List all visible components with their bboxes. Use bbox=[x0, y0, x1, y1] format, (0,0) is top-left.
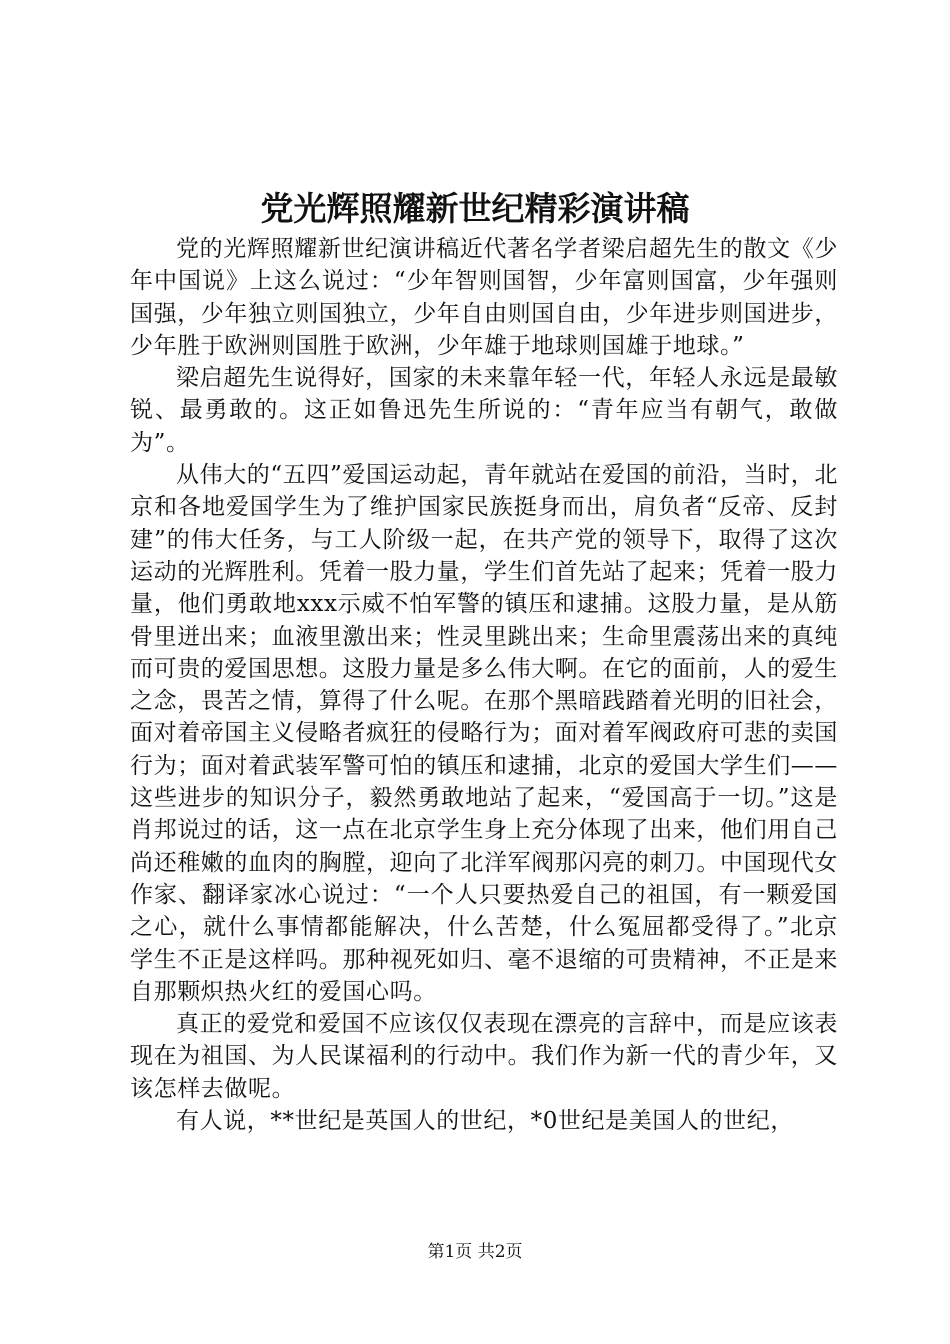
paragraph-3: 从伟大的“五四”爱国运动起，青年就站在爱国的前沿，当时，北京和各地爱国学生为了维护国家民族挺身而出，肩负者“反帝、反封建”的伟大任务，与工人阶级一起，在共产党的领导下，取得了这次运动的光辉胜利。凭着一股力量，学生们首先站了起来；凭着一股力量，他们勇敢地xxx示威不怕军警的镇压和逮捕。这股力量，是从筋骨里迸出来；血液里激出来；性灵里跳出来；生命里震荡出来的真纯而可贵的爱国思想。这股力量是多么伟大啊。在它的面前，人的爱生之念，畏苦之情，算得了什么呢。在那个黑暗践踏着光明的旧社会，面对着帝国主义侵略者疯狂的侵略行为；面对着军阀政府可悲的卖国行为；面对着武装军警可怕的镇压和逮捕，北京的爱国大学生们——这些进步的知识分子，毅然勇敢地站了起来，“爱国高于一切。”这是肖邦说过的话，这一点在北京学生身上充分体现了出来，他们用自己尚还稚嫩的血肉的胸膛，迎向了北洋军阀那闪亮的刺刀。中国现代女作家、翻译家冰心说过：“一个人只要热爱自己的祖国，有一颗爱国之心，就什么事情都能解决，什么苦楚，什么冤屈都受得了。”北京学生不正是这样吗。那种视死如归、毫不退缩的可贵精神，不正是来自那颗炽热火红的爱国心吗。 bbox=[130, 462, 838, 1005]
page-footer: 第1页 共2页 bbox=[427, 1242, 523, 1262]
document-body bbox=[130, 233, 838, 1137]
paragraph-1: 党的光辉照耀新世纪演讲稿近代著名学者梁启超先生的散文《少年中国说》上这么说过：“少年智则国智，少年富则国富，少年强则国强，少年独立则国独立，少年自由则国自由，少年进步则国进步，少年胜于欧洲则国胜于欧洲，少年雄于地球则国雄于地球。” bbox=[130, 236, 838, 359]
paragraph-4: 真正的爱党和爱国不应该仅仅表现在漂亮的言辞中，而是应该表现在为祖国、为人民谋福利的行动中。我们作为新一代的青少年，又该怎样去做呢。 bbox=[130, 1011, 838, 1102]
paragraph-2: 梁启超先生说得好，国家的未来靠年轻一代，年轻人永远是最敏锐、最勇敢的。这正如鲁迅先生所说的：“青年应当有朝气，敢做为”。 bbox=[130, 365, 838, 456]
page-title: 党光辉照耀新世纪精彩演讲稿 bbox=[260, 189, 690, 228]
paragraph-5: 有人说，**世纪是英国人的世纪，*0世纪是美国人的世纪， bbox=[176, 1108, 794, 1135]
